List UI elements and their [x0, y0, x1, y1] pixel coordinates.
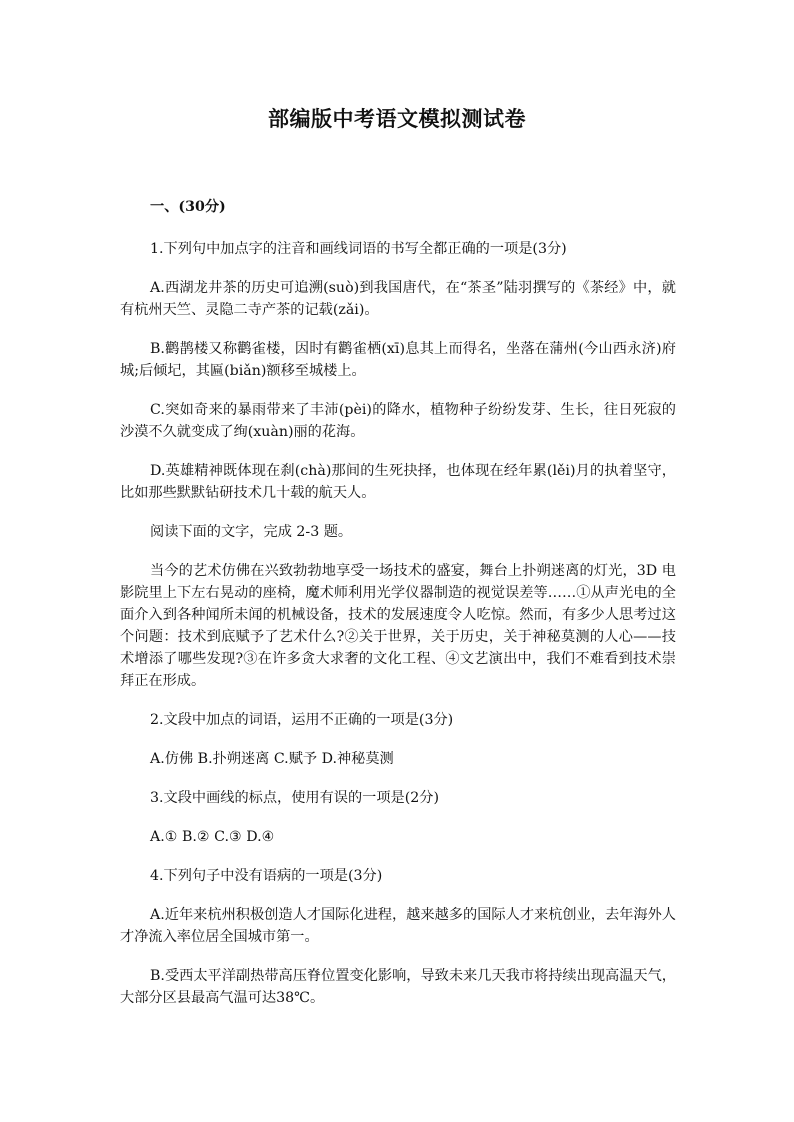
question-3-options: A.① B.② C.③ D.④	[150, 829, 275, 845]
section-heading: 一、(30分)	[150, 199, 226, 215]
question-2-options: A.仿佛 B.扑朔迷离 C.赋予 D.神秘莫测	[150, 751, 394, 767]
exam-content	[120, 196, 676, 1026]
page-title: 部编版中考语文模拟测试卷	[268, 107, 526, 131]
reading-instruction: 阅读下面的文字，完成 2-3 题。	[150, 524, 353, 540]
question-1-option-b: B.鹳鹊楼又称鹳雀楼，因时有鹳雀栖(xī)息其上而得名，坐落在蒲州(今山西永济)府城;后倾圮，其匾(biǎn)额移至城楼上。	[120, 341, 676, 379]
question-1-option-d: D.英雄精神既体现在刹(chà)那间的生死抉择，也体现在经年累(lěi)月的执着坚守，比如那些默默钻研技术几十载的航天人。	[120, 463, 676, 501]
question-1-option-c: C.突如奇来的暴雨带来了丰沛(pèi)的降水，植物种子纷纷发芽、生长，往日死寂的沙漠不久就变成了绚(xuàn)丽的花海。	[120, 402, 676, 440]
question-2-stem: 2.文段中加点的词语，运用不正确的一项是(3分)	[150, 712, 454, 728]
question-4-option-b: B.受西太平洋副热带高压脊位置变化影响，导致未来几天我市将持续出现高温天气，大部分区县最高气温可达38℃。	[120, 968, 676, 1006]
question-1-stem: 1.下列句中加点字的注音和画线词语的书写全都正确的一项是(3分)	[150, 241, 567, 257]
question-3-stem: 3.文段中画线的标点，使用有误的一项是(2分)	[150, 790, 440, 806]
question-1-option-a: A.西湖龙井茶的历史可追溯(suò)到我国唐代，在“茶圣”陆羽撰写的《茶经》中，就有杭州天竺、灵隐二寺产茶的记载(zǎi)。	[120, 280, 676, 318]
reading-passage: 当今的艺术仿佛在兴致勃勃地享受一场技术的盛宴，舞台上扑朔迷离的灯光，3D 电影院里上下左右晃动的座椅，魔术师利用光学仪器制造的视觉误差等……①从声光电的全面介入到各种闻所未闻的机械设备，技术的发展速度令人吃惊。然而，有多少人思考过这个问题：技术到底赋予了艺术什么?②关于世界，关于历史，关于神秘莫测的人心——技术增添了哪些发现?③在许多贪大求奢的文化工程、④文艺演出中，我们不难看到技术崇拜正在形成。	[120, 563, 676, 689]
question-4-stem: 4.下列句子中没有语病的一项是(3分)	[150, 868, 383, 884]
question-4-option-a: A.近年来杭州积极创造人才国际化进程，越来越多的国际人才来杭创业，去年海外人才净流入率位居全国城市第一。	[120, 907, 676, 945]
